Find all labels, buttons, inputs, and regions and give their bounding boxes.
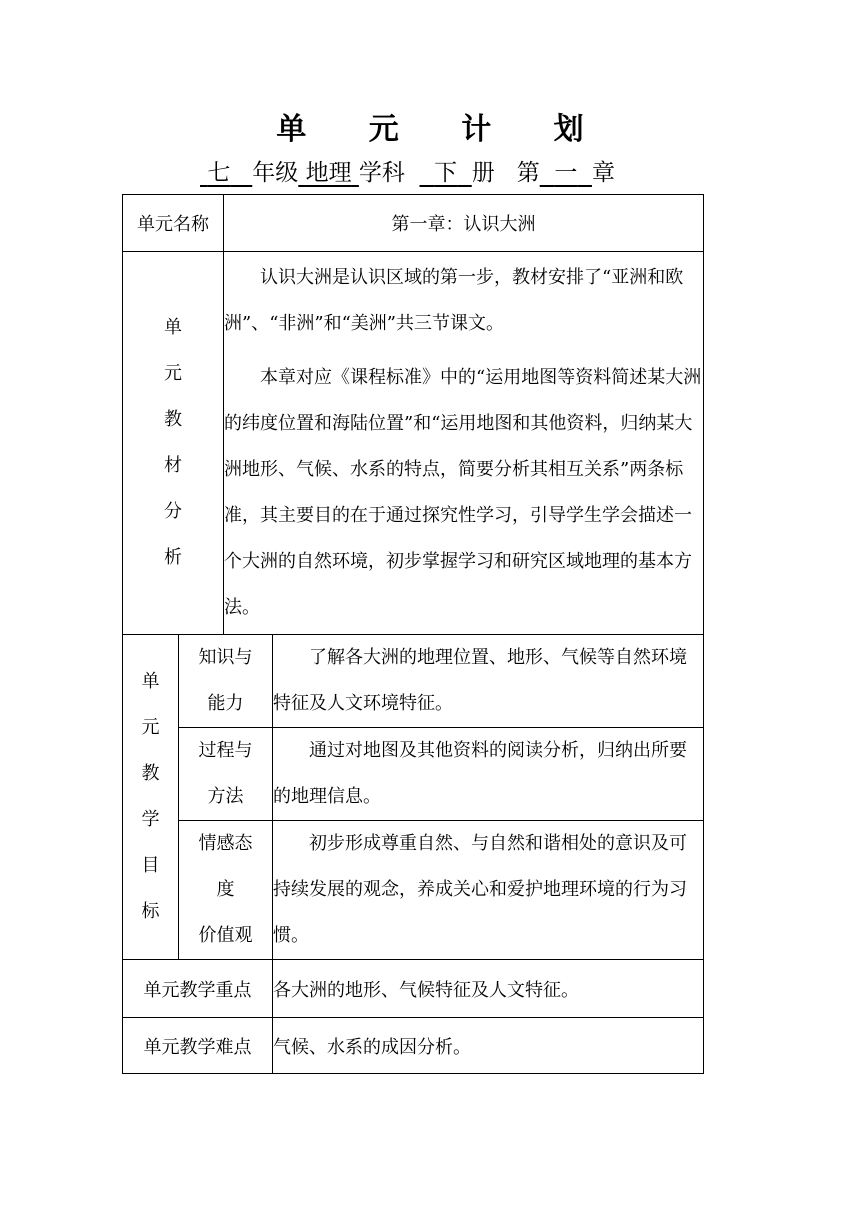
unit-name-label: 单元名称 bbox=[123, 195, 224, 252]
difficulty-value: 气候、水系的成因分析。 bbox=[273, 1018, 704, 1074]
goal-row-process bbox=[123, 728, 704, 821]
grade-value: 七 bbox=[207, 160, 231, 186]
analysis-content bbox=[224, 252, 704, 635]
grade-suffix: 年级 bbox=[252, 160, 299, 186]
page-title: 单 元 计 划 bbox=[276, 112, 610, 147]
goal-label-attitude: 情感态 度 价值观 bbox=[179, 821, 273, 960]
subject-value: 地理 bbox=[305, 160, 352, 186]
goal-text-knowledge: 了解各大洲的地理位置、地形、气候等自然环境特征及人文环境特征。 bbox=[273, 635, 704, 728]
goal-label-process: 过程与 方法 bbox=[179, 728, 273, 821]
key-point-row bbox=[123, 960, 704, 1018]
volume-value: 下 bbox=[434, 160, 458, 186]
key-point-value: 各大洲的地形、气候特征及人文特征。 bbox=[273, 960, 704, 1018]
volume-suffix: 册 bbox=[471, 160, 495, 186]
analysis-paragraph-1: 认识大洲是认识区域的第一步，教材安排了“亚洲和欧洲”、“非洲”和“美洲”共三节课文。 bbox=[224, 267, 684, 334]
goal-text-attitude: 初步形成尊重自然、与自然和谐相处的意识及可持续发展的观念，养成关心和爱护地理环境的行为习惯。 bbox=[273, 821, 704, 960]
goal-row-attitude bbox=[123, 821, 704, 960]
difficulty-row bbox=[123, 1018, 704, 1074]
goals-label: 单 元 教 学 目 标 bbox=[123, 635, 179, 960]
course-info-line bbox=[200, 154, 615, 187]
goal-text-process: 通过对地图及其他资料的阅读分析，归纳出所要的地理信息。 bbox=[273, 728, 704, 821]
goal-row-knowledge bbox=[123, 635, 704, 728]
chapter-value: 一 bbox=[554, 160, 578, 186]
subject-suffix: 学科 bbox=[358, 160, 405, 186]
unit-name-row bbox=[123, 195, 704, 252]
key-point-label: 单元教学重点 bbox=[123, 960, 273, 1018]
analysis-label: 单 元 教 材 分 析 bbox=[123, 252, 224, 635]
goal-label-knowledge: 知识与 能力 bbox=[179, 635, 273, 728]
chapter-prefix: 第 bbox=[516, 160, 540, 186]
chapter-suffix: 章 bbox=[591, 160, 615, 186]
unit-name-value: 第一章：认识大洲 bbox=[224, 195, 704, 252]
difficulty-label: 单元教学难点 bbox=[123, 1018, 273, 1074]
analysis-row bbox=[123, 252, 704, 635]
unit-plan-table bbox=[122, 194, 704, 1074]
analysis-paragraph-2: 本章对应《课程标准》中的“运用地图等资料简述某大洲的纬度位置和海陆位置”和“运用地图和其他资料，归纳某大洲地形、气候、水系的特点，简要分析其相互关系”两条标准，其主要目的在于通过探究性学习，引导学生学会描述一个大洲的自然环境，初步掌握学习和研究区域地理的基本方法。 bbox=[224, 367, 702, 618]
